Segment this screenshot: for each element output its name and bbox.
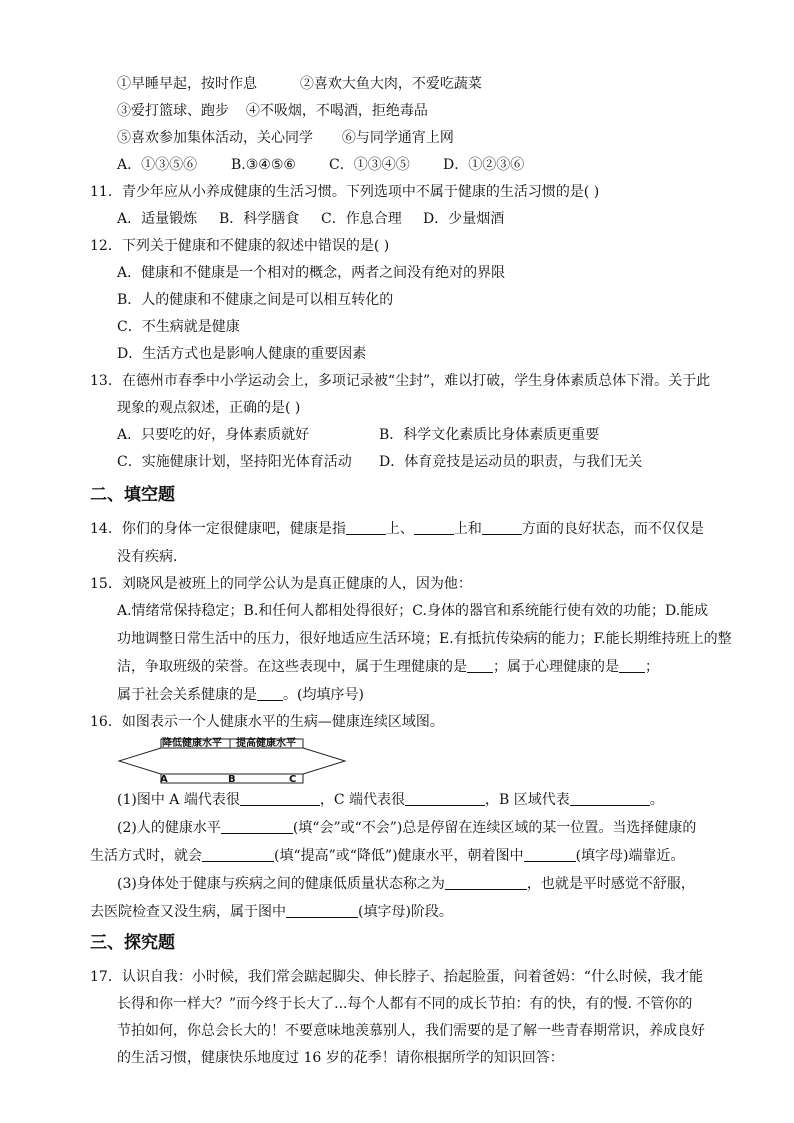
q13-choices-row-2 xyxy=(117,452,642,472)
q17-line-3: 节拍如何，你总会长大的！不要意味地羡慕别人，我们需要的是了解一些青春期常识，养成良好 xyxy=(117,1023,705,1039)
point-b-label: B xyxy=(228,774,236,785)
q10-option-3: ③爱打篮球、跑步 xyxy=(117,103,229,119)
q11-stem: 11．青少年应从小养成健康的生活习惯。下列选项中不属于健康的生活习惯的是( ) xyxy=(90,184,600,200)
q10-choice-c: C．①③④⑤ xyxy=(329,157,410,173)
q12-choice-c: C．不生病就是健康 xyxy=(117,319,240,335)
q10-option-6: ⑥与同学通宵上网 xyxy=(341,130,454,146)
q16-blank-letter[interactable] xyxy=(524,847,576,862)
q12-choice-d: D．生活方式也是影响人健康的重要因素 xyxy=(117,346,367,362)
q16-sub-3-line-2 xyxy=(90,902,453,922)
q14-line-1 xyxy=(90,519,704,539)
q10-option-5: ⑤喜欢参加集体活动，关心同学 xyxy=(117,130,313,146)
q16-text-2e: (填字母)端靠近。 xyxy=(575,848,685,864)
label-decrease-health: 降低健康水平 xyxy=(162,738,222,749)
q16-text-1c: ，B 区域代表 xyxy=(485,792,570,808)
q10-option-4: ④不吸烟，不喝酒，拒绝毒品 xyxy=(245,103,428,119)
q10-option-2: ②喜欢大鱼大肉，不爱吃蔬菜 xyxy=(299,76,482,92)
q16-text-2c: 生活方式时，就会 xyxy=(90,848,202,864)
q16-text-3b: ，也就是平时感觉不舒服， xyxy=(526,876,695,892)
q17-line-4: 的生活习惯，健康快乐地度过 16 岁的花季！请你根据所学的知识回答： xyxy=(117,1050,564,1066)
q14-text-4: 方面的良好状态，而不仅仅是 xyxy=(521,521,704,537)
point-a-label: A xyxy=(160,774,168,785)
q14-text-2: 上、 xyxy=(385,521,414,537)
q13-choice-c: C．实施健康计划，坚持阳光体育活动 xyxy=(117,454,352,470)
q11-choice-d: D．少量烟酒 xyxy=(423,211,505,227)
q10-choice-b: B.③④⑤⑥ xyxy=(231,157,296,173)
q14-blank-3[interactable] xyxy=(482,520,522,535)
q16-sub-2-line-2 xyxy=(90,846,685,866)
q14-line-2: 没有疾病. xyxy=(117,549,178,565)
q16-blank-c-end[interactable] xyxy=(405,791,485,806)
q16-text-3c: 去医院检查又没生病，属于图中 xyxy=(90,904,286,920)
q10-choice-a: A．①③⑤⑥ xyxy=(117,157,198,173)
q16-blank-subhealth[interactable] xyxy=(445,875,527,890)
q16-text-1b: ，C 端代表很 xyxy=(319,792,406,808)
q16-sub-3-line-1 xyxy=(117,874,695,894)
q15-blank-social[interactable] xyxy=(257,686,283,701)
q15-text-3a: 洁，争取班级的荣誉。在这些表现中，属于生理健康的是 xyxy=(117,659,467,675)
q13-choice-a: A．只要吃的好，身体素质就好 xyxy=(117,427,310,443)
health-continuum-diagram xyxy=(116,735,348,787)
q16-stem: 16．如图表示一个人健康水平的生病—健康连续区域图。 xyxy=(90,714,444,730)
q16-blank-raise[interactable] xyxy=(202,847,274,862)
q13-stem-line-1: 13．在德州市春季中小学运动会上，多项记录被“尘封”，难以打破，学生身体素质总体下滑。关于此 xyxy=(90,373,711,389)
q16-text-1d: 。 xyxy=(649,792,664,808)
q16-blank-b-area[interactable] xyxy=(570,791,650,806)
q15-stem: 15．刘晓风是被班上的同学公认为是真正健康的人，因为他： xyxy=(90,576,472,592)
q15-blank-mental[interactable] xyxy=(619,658,645,673)
q11-choices xyxy=(117,209,504,229)
q11-choice-b: B．科学膳食 xyxy=(219,211,300,227)
q16-text-3d: (填字母)阶段。 xyxy=(358,904,453,920)
q14-text-1: 14．你们的身体一定很健康吧，健康是指 xyxy=(90,521,346,537)
q10-choice-d: D．①②③⑥ xyxy=(443,157,525,173)
q13-choice-d: D．体育竞技是运动员的职责，与我们无关 xyxy=(379,454,643,470)
label-increase-health: 提高健康水平 xyxy=(236,738,296,749)
q11-choice-c: C．作息合理 xyxy=(321,211,402,227)
q16-text-2a: (2)人的健康水平 xyxy=(117,820,221,836)
q10-options-row-2 xyxy=(117,101,428,121)
q15-text-4a: 属于社会关系健康的是 xyxy=(117,687,257,703)
section-2-title: 二、填空题 xyxy=(90,485,175,505)
q17-line-1: 17．认识自我：小时候，我们常会踮起脚尖、伸长脖子、抬起脸蛋，问着爸妈：“什么时候，我才能 xyxy=(90,969,703,985)
q15-line-2: 功地调整日常生活中的压力，很好地适应生活环境；E.有抵抗传染病的能力；F.能长期维持班上的整 xyxy=(117,631,732,647)
q12-choice-b: B．人的健康和不健康之间是可以相互转化的 xyxy=(117,292,394,308)
q15-line-3 xyxy=(117,657,659,677)
q15-text-3c: ； xyxy=(645,659,659,675)
q16-sub-1 xyxy=(117,790,664,810)
q10-options-row-3 xyxy=(117,128,454,148)
q16-text-3a: (3)身体处于健康与疾病之间的健康低质量状态称之为 xyxy=(117,876,445,892)
q16-text-2b: (填“会”或“不会”)总是停留在连续区域的某一位置。当选择健康的 xyxy=(292,820,697,836)
q15-line-1: A.情绪常保持稳定；B.和任何人都相处得很好；C.身体的器官和系统能行使有效的功能；D.能成 xyxy=(117,603,709,619)
q11-choice-a: A．适量锻炼 xyxy=(117,211,198,227)
q17-line-2: 长得和你一样大？”而今终于长大了...每个人都有不同的成长节拍：有的快，有的慢. 不管你的 xyxy=(117,996,693,1012)
q13-choices-row-1 xyxy=(117,425,599,445)
q14-text-3: 上和 xyxy=(453,521,482,537)
section-3-title: 三、探究题 xyxy=(90,933,175,953)
q12-choice-a: A．健康和不健康是一个相对的概念，两者之间没有绝对的界限 xyxy=(117,265,506,281)
point-c-label: C xyxy=(289,774,297,785)
q10-choices xyxy=(117,155,524,175)
q10-option-1: ①早睡早起，按时作息 xyxy=(117,76,257,92)
q10-options-row-1 xyxy=(117,74,482,94)
q15-text-4b: 。(均填序号) xyxy=(283,687,364,703)
q14-blank-1[interactable] xyxy=(346,520,386,535)
q16-blank-stay[interactable] xyxy=(221,819,293,834)
q16-text-2d: (填“提高”或“降低”)健康水平，朝着图中 xyxy=(274,848,524,864)
q16-blank-stage[interactable] xyxy=(286,903,358,918)
q14-blank-2[interactable] xyxy=(414,520,454,535)
q16-blank-a-end[interactable] xyxy=(240,791,320,806)
q15-text-3b: ；属于心理健康的是 xyxy=(493,659,619,675)
q15-blank-physical[interactable] xyxy=(467,658,493,673)
q12-stem: 12．下列关于健康和不健康的叙述中错误的是( ) xyxy=(90,238,390,254)
q13-choice-b: B．科学文化素质比身体素质更重要 xyxy=(379,427,600,443)
q13-stem-line-2: 现象的观点叙述，正确的是( ) xyxy=(117,400,301,416)
q15-line-4 xyxy=(117,685,364,705)
q16-sub-2-line-1 xyxy=(117,818,696,838)
q16-text-1a: (1)图中 A 端代表很 xyxy=(117,792,240,808)
